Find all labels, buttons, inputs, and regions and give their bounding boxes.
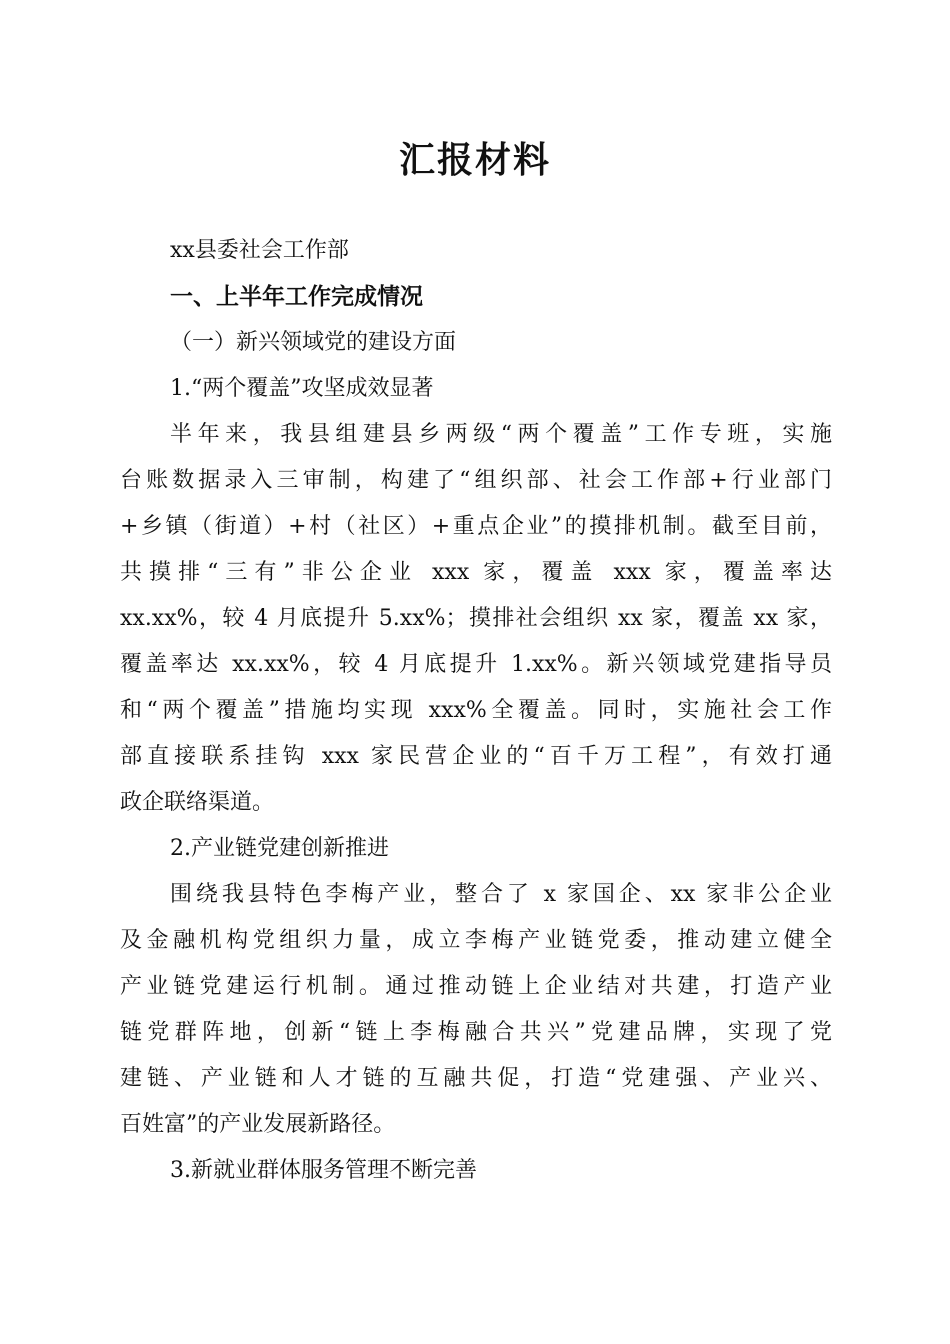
paragraph-1-line: 和“两个覆盖”措施均实现 xxx%全覆盖。同时，实施社会工作 — [120, 698, 832, 723]
paragraph-2-line: 围绕我县特色李梅产业，整合了 x 家国企、xx 家非公企业 — [170, 882, 832, 907]
section-heading-1: 一、上半年工作完成情况 — [170, 284, 423, 310]
author-line: xx县委社会工作部 — [170, 238, 349, 263]
paragraph-2-line: 建链、产业链和人才链的互融共促，打造“党建强、产业兴、 — [120, 1066, 832, 1091]
paragraph-1-line: 部直接联系挂钩 xxx 家民营企业的“百千万工程”，有效打通 — [120, 744, 832, 769]
paragraph-1-line: 半年来，我县组建县乡两级“两个覆盖”工作专班，实施 — [170, 422, 832, 447]
paragraph-2-line: 链党群阵地，创新“链上李梅融合共兴”党建品牌，实现了党 — [120, 1020, 832, 1045]
paragraph-1-line: 台账数据录入三审制，构建了“组织部、社会工作部+行业部门 — [120, 468, 832, 493]
item-1-title: 1.“两个覆盖”攻坚成效显著 — [170, 376, 434, 401]
document-body — [120, 228, 832, 1194]
paragraph-1-line: 共摸排“三有”非公企业 xxx 家，覆盖 xxx 家，覆盖率达 — [120, 560, 832, 585]
paragraph-1-line: +乡镇（街道）+村（社区）+重点企业”的摸排机制。截至目前， — [120, 514, 832, 539]
item-2-title: 2.产业链党建创新推进 — [170, 836, 389, 861]
subsection-heading-1: （一）新兴领域党的建设方面 — [170, 330, 457, 355]
paragraph-2-line: 及金融机构党组织力量，成立李梅产业链党委，推动建立健全 — [120, 928, 832, 953]
paragraph-2-line: 产业链党建运行机制。通过推动链上企业结对共建，打造产业 — [120, 974, 832, 999]
paragraph-1-line: xx.xx%，较 4 月底提升 5.xx%；摸排社会组织 xx 家，覆盖 xx 家， — [120, 606, 832, 631]
paragraph-2-line: 百姓富”的产业发展新路径。 — [120, 1112, 396, 1137]
document-title: 汇报材料 — [398, 139, 551, 181]
paragraph-1-line: 政企联络渠道。 — [120, 790, 275, 815]
paragraph-1-line: 覆盖率达 xx.xx%，较 4 月底提升 1.xx%。新兴领域党建指导员 — [120, 652, 832, 677]
item-3-title: 3.新就业群体服务管理不断完善 — [170, 1158, 477, 1183]
